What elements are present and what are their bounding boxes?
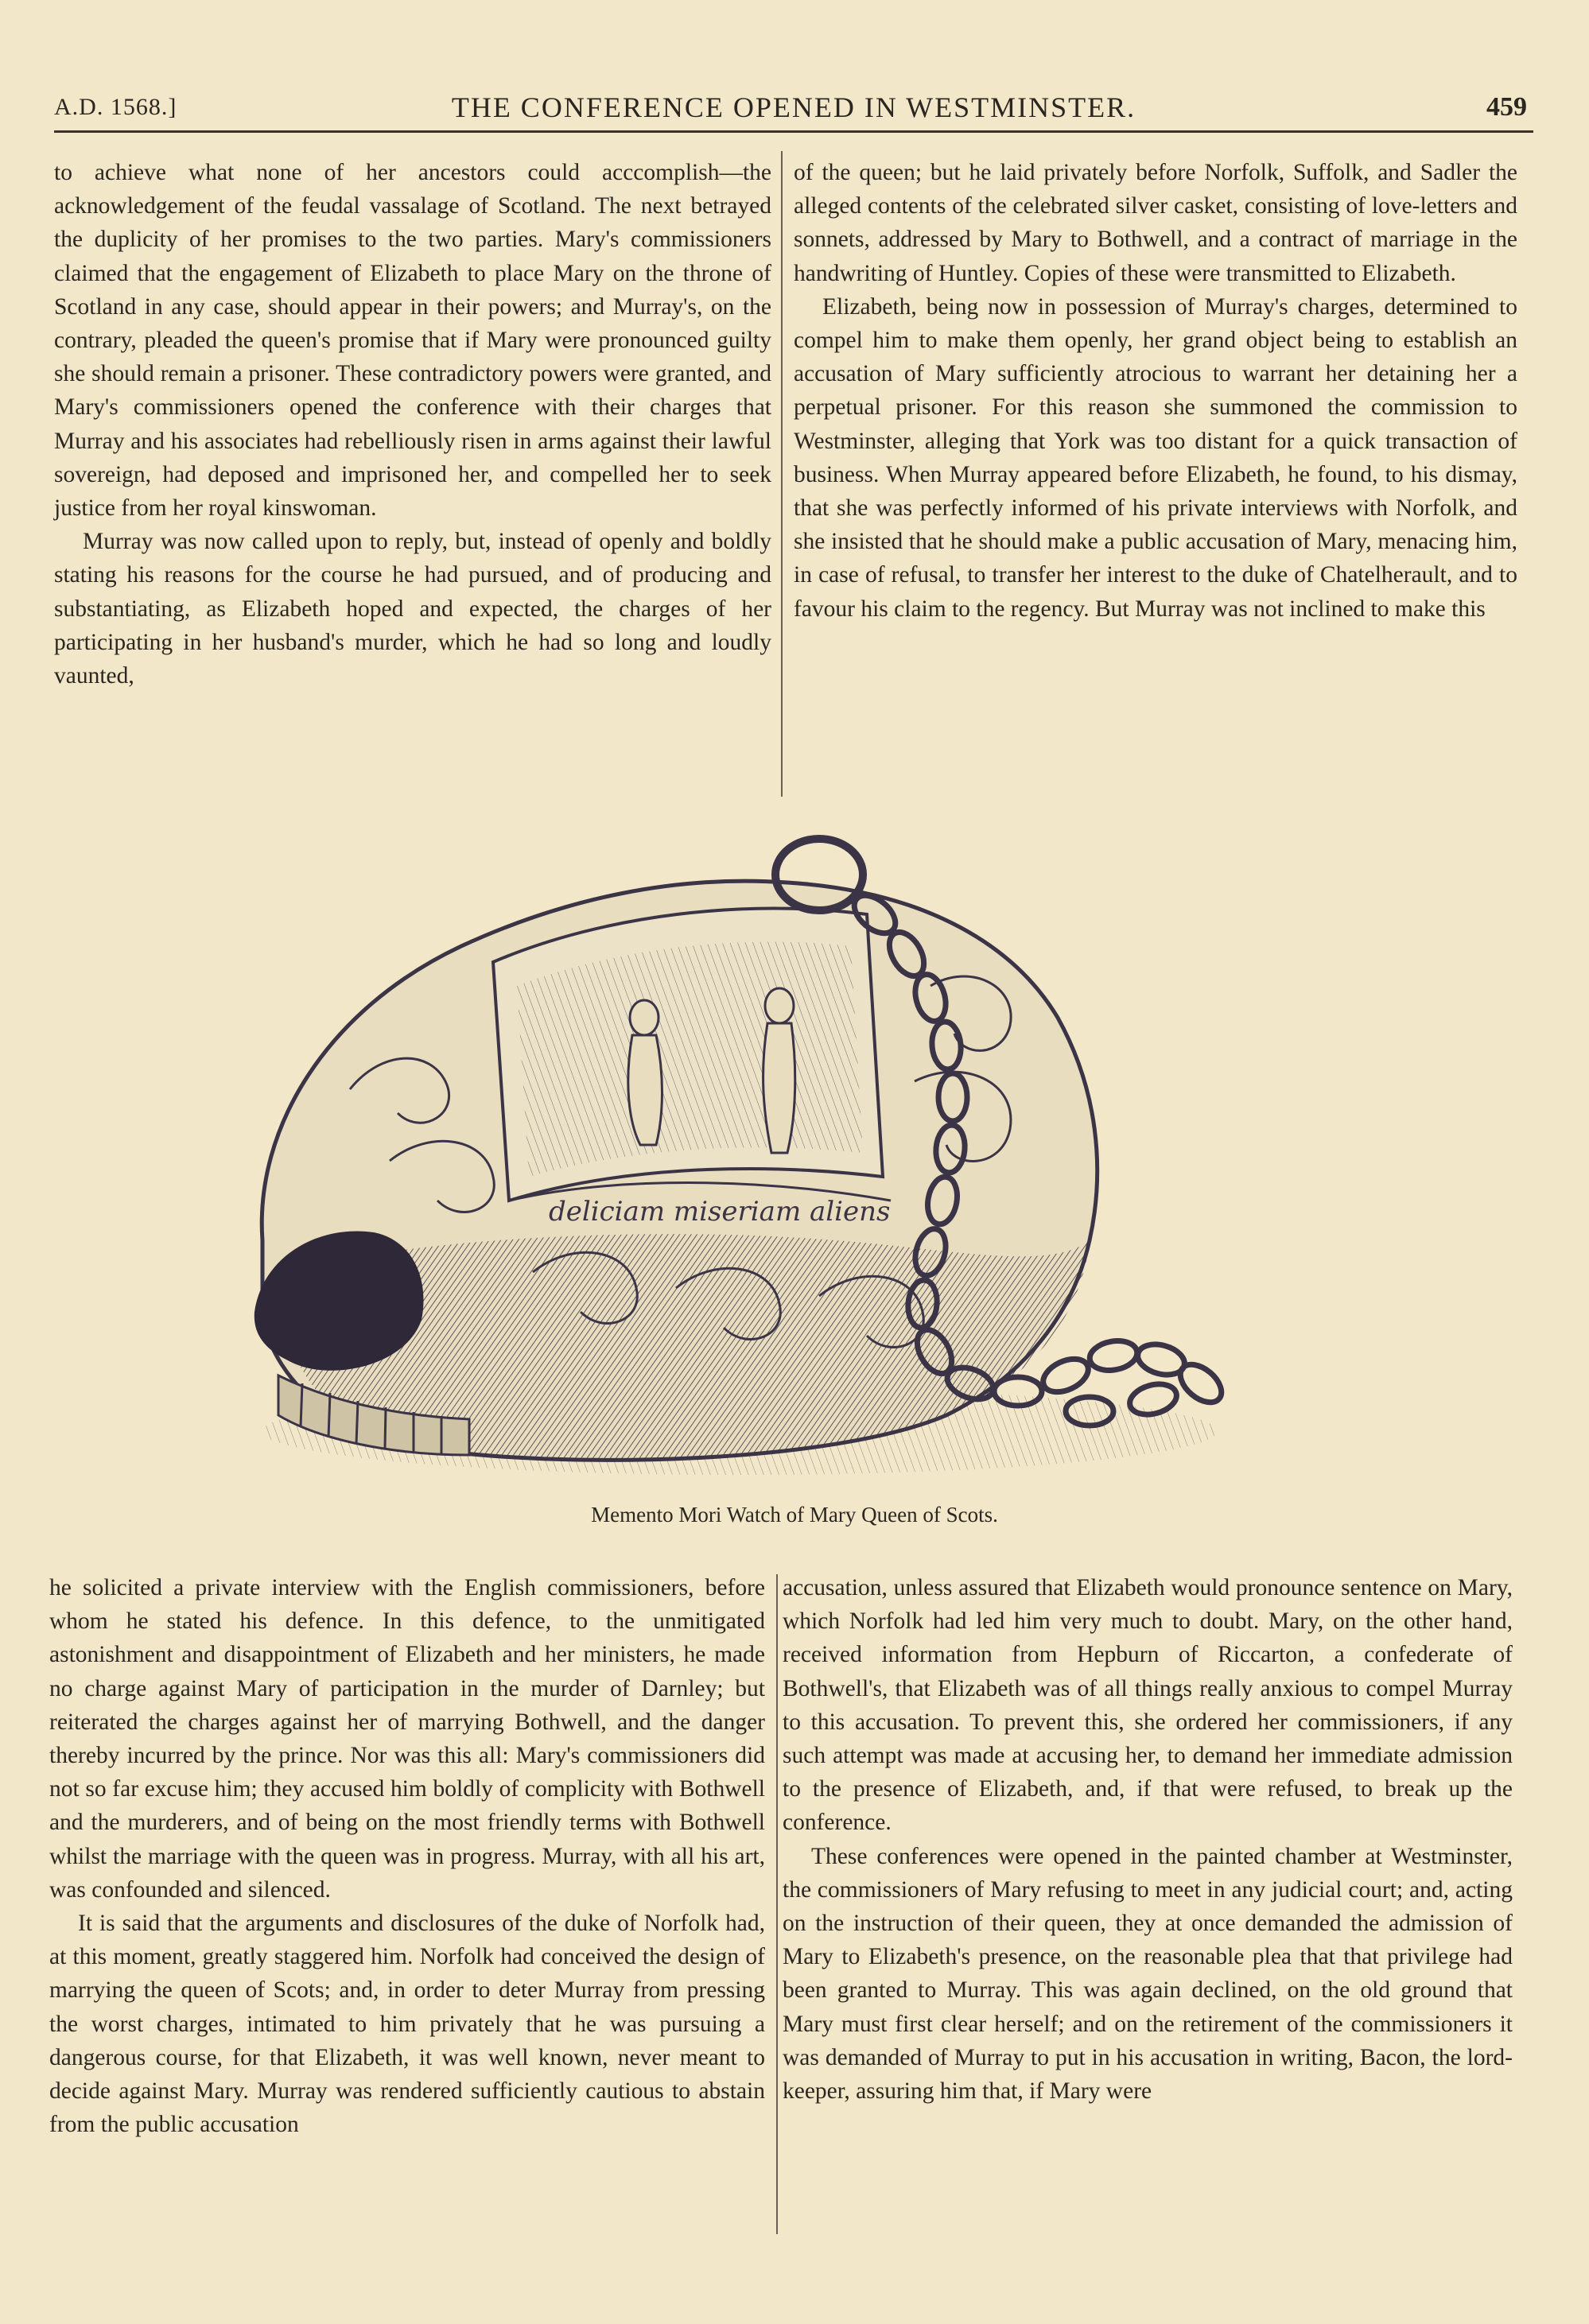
bottom-right-column	[783, 1571, 1513, 2108]
running-header	[54, 87, 1533, 133]
page-number: 459	[1486, 92, 1527, 122]
header-title: THE CONFERENCE OPENED IN WESTMINSTER.	[451, 91, 1136, 123]
memento-mori-watch-engraving	[231, 827, 1360, 1495]
paragraph: to achieve what none of her ancestors could acccomplish—the acknowledgement of the feudal vassalage of Scotland. The next betrayed the duplicity of her promises to the two parties. Mary's commissioners claimed that the engagement of Elizabeth to place Mary on the throne of Scotland in any case, should appear in their powers; and Murray's, on the contrary, pleaded the queen's promise that if Mary were pronounced guilty she should remain a prisoner. These contradictory powers were granted, and Mary's commissioners opened the conference with their charges that Murray and his associates had rebelliously risen in arms against their lawful sovereign, had deposed and imprisoned her, and compelled her to seek justice from her royal kinswoman.	[54, 160, 771, 522]
paragraph: Elizabeth, being now in possession of Murray's charges, determined to compel him to make them openly, her grand object being to establish an accusation of Mary sufficiently atrocious to warrant her detaining her a perpetual prisoner. For this reason she summoned the commission to Westminster, alleging that York was too distant for a quick transaction of business. When Murray appeared before Elizabeth, he found, to his dismay, that she was perfectly informed of his private interviews with Norfolk, and she insisted that he should make a public accusation of Mary, menacing him, in case of refusal, to transfer her interest to the duke of Chatelherault, and to favour his claim to the regency. But Murray was not inclined to make this	[794, 293, 1517, 622]
paragraph: Murray was now called upon to reply, but, instead of openly and boldly stating his reasons for the course he had pursued, and of producing and substantiating, as Elizabeth hoped and expected, the charges of her participating in her husband's murder, which he had so long and loudly vaunted,	[54, 529, 771, 689]
paragraph: of the queen; but he laid privately before Norfolk, Suffolk, and Sadler the alleged contents of the celebrated silver casket, consisting of love-letters and sonnets, addressed by Mary to Bothwell, and a contract of marriage in the handwriting of Huntley. Copies of these were transmitted to Elizabeth.	[794, 160, 1517, 286]
column-rule	[776, 1574, 778, 2234]
bottom-left-column	[49, 1571, 765, 2141]
paragraph: It is said that the arguments and disclosures of the duke of Norfolk had, at this moment, greatly staggered him. Norfolk had conceived the design of marrying the queen of Scots; and, in order to deter Murray from pressing the worst charges, intimated to him privately that he was pursuing a dangerous course, for that Elizabeth, it was well known, never meant to decide against Mary. Murray was rendered sufficiently cautious to abstain from the public accusation	[49, 1911, 765, 2138]
skull-watch-illustration	[231, 827, 1360, 1495]
top-left-column	[54, 156, 771, 693]
paragraph: accusation, unless assured that Elizabeth would pronounce sentence on Mary, which Norfolk had led him very much to doubt. Mary, on the other hand, received information from Hepburn of Riccarton, a confederate of Bothwell's, that Elizabeth was of all things really anxious to compel Murray to this accusation. To prevent this, she ordered her commissioners, if any such attempt was made at accusing her, to demand her immediate admission to the presence of Elizabeth, and, if that were refused, to break up the conference.	[783, 1575, 1513, 1836]
paragraph: These conferences were opened in the painted chamber at Westminster, the commissioners of Mary refusing to meet in any judicial court; and, acting on the instruction of their queen, they at once demanded the admission of Mary to Elizabeth's presence, on the reasonable plea that that privilege had been granted to Murray. This was again declined, on the old ground that Mary must first clear herself; and on the retirement of the commissioners it was demanded of Murray to put in his accusation in writing, Bacon, the lord-keeper, assuring him that, if Mary were	[783, 1843, 1513, 2105]
paragraph: he solicited a private interview with the English commissioners, before whom he stated his defence. In this defence, to the unmitigated astonishment and disappointment of Elizabeth and her ministers, he made no charge against Mary of participation in the murder of Darnley; but reiterated the charges against her of marrying Bothwell, and the danger thereby incurred by the prince. Nor was this all: Mary's commissioners did not so far excuse him; they accused him boldly of complicity with Bothwell and the murderers, and of being on the most friendly terms with Bothwell whilst the marriage with the queen was in progress. Murray, with all his art, was confounded and silenced.	[49, 1575, 765, 1903]
header-date: A.D. 1568.]	[54, 94, 177, 120]
column-rule	[781, 151, 783, 797]
figure-caption: Memento Mori Watch of Mary Queen of Scots.	[591, 1503, 998, 1527]
top-right-column	[794, 156, 1517, 626]
inscription-text: deliciam miseriam aliens	[549, 1196, 891, 1228]
